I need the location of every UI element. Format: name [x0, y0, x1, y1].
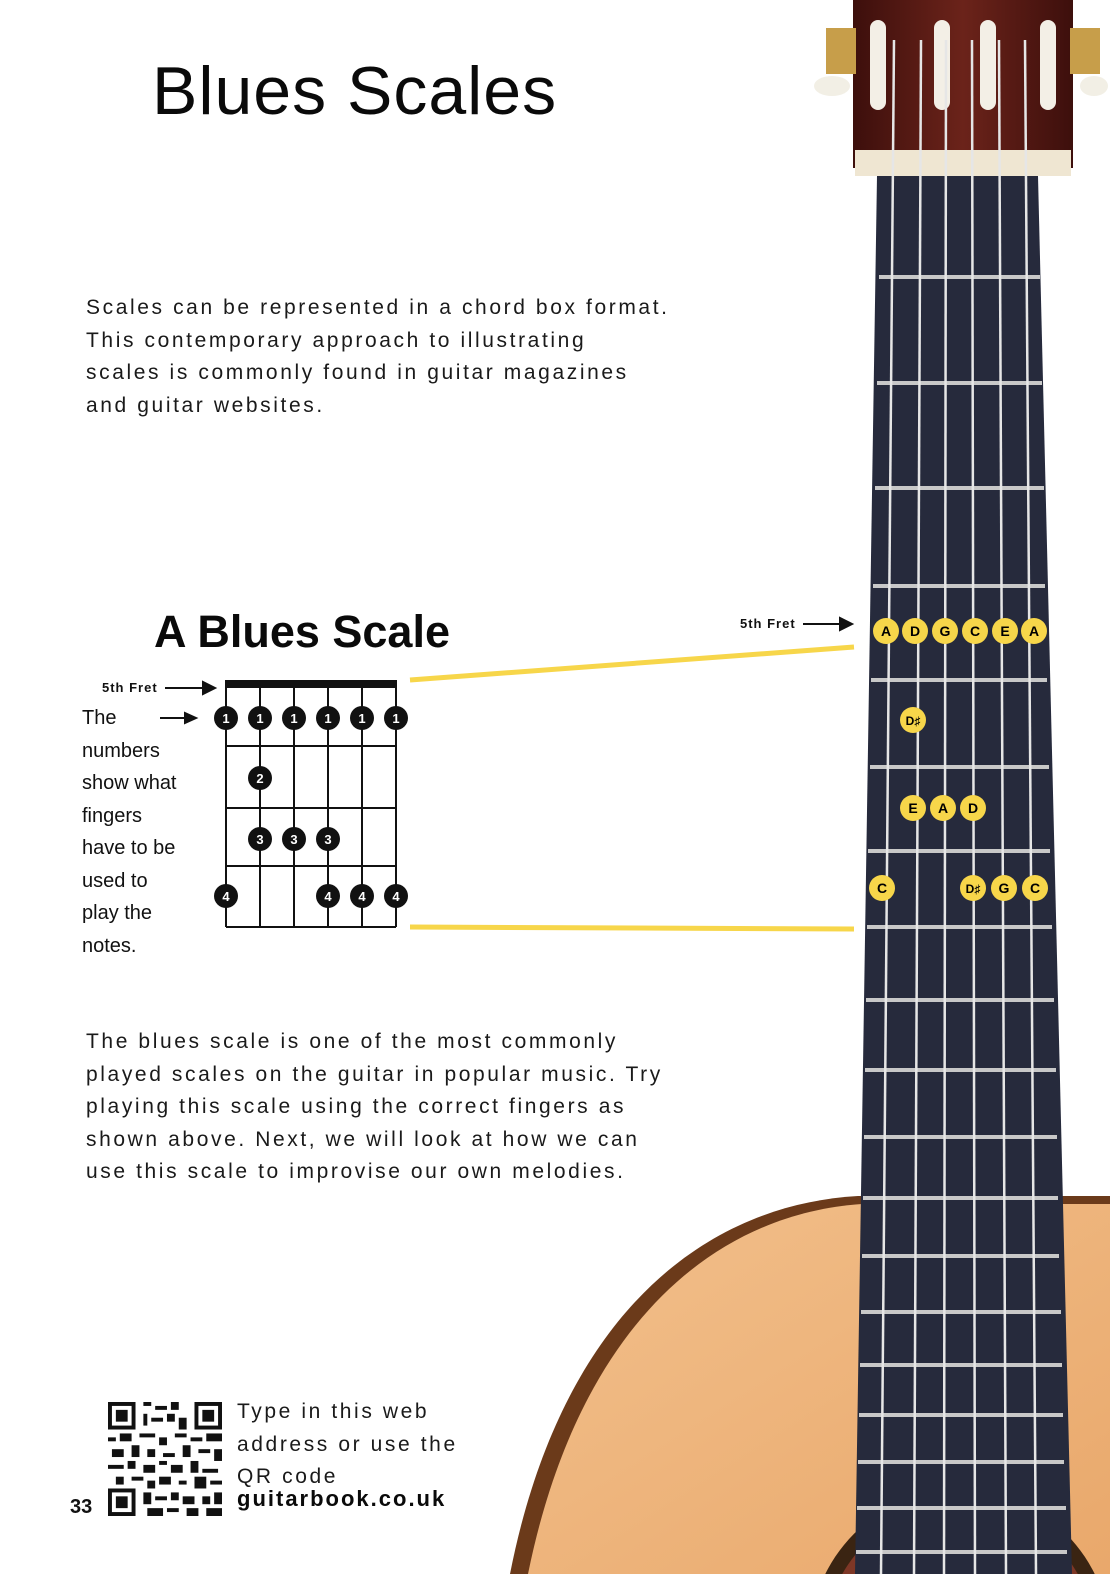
- intro-line: This contemporary approach to illustrating: [86, 328, 587, 352]
- note-label: D: [967, 800, 979, 816]
- page-number: 33: [70, 1496, 93, 1518]
- explanation-line: fingers: [82, 804, 143, 827]
- finger-number: 1: [392, 711, 400, 726]
- intro-line: scales is commonly found in guitar magazines: [86, 361, 629, 384]
- qr-instruction-line: address or use the: [237, 1432, 458, 1456]
- finger-number: 1: [290, 711, 298, 726]
- explanation-line: used to: [82, 869, 148, 892]
- guitar-fret-label: 5th Fret: [740, 616, 796, 631]
- note-label: C: [876, 880, 888, 896]
- explanation-line: have to be: [82, 837, 176, 859]
- note-label: D: [909, 623, 921, 639]
- intro-line: Scales can be represented in a chord box format.: [86, 296, 670, 319]
- note-label: A: [937, 800, 949, 816]
- note-label: D♯: [965, 882, 981, 896]
- explanation-line: notes.: [82, 934, 137, 957]
- body-line: use this scale to improvise our own melodies.: [86, 1160, 626, 1183]
- explanation-line: The: [82, 707, 117, 729]
- note-label: G: [998, 880, 1010, 896]
- finger-number: 1: [358, 711, 366, 726]
- qr-instruction-line: QR code: [237, 1465, 339, 1488]
- finger-number: 4: [222, 889, 230, 904]
- body-paragraph: [86, 1026, 726, 1189]
- explanation-line: play the: [82, 902, 153, 924]
- note-label: A: [880, 623, 892, 639]
- guitar-note-row3: [900, 795, 986, 821]
- finger-explanation: [82, 702, 202, 962]
- scale-heading: A Blues Scale: [154, 606, 450, 657]
- finger-number: 1: [256, 711, 264, 726]
- finger-number: 3: [324, 832, 332, 847]
- website-link[interactable]: guitarbook.co.uk: [237, 1486, 447, 1511]
- finger-number: 4: [358, 889, 366, 904]
- note-label: E: [908, 800, 918, 816]
- note-label: G: [939, 623, 951, 639]
- qr-instruction-line: Type in this web: [237, 1400, 430, 1423]
- note-label: D♯: [905, 714, 921, 728]
- finger-number: 1: [324, 711, 332, 726]
- note-label: A: [1028, 623, 1040, 639]
- chord-box-nut: [225, 680, 397, 688]
- intro-paragraph: [86, 292, 726, 422]
- finger-number: 4: [324, 889, 332, 904]
- finger-number: 1: [222, 711, 230, 726]
- note-label: C: [969, 623, 981, 639]
- body-line: The blues scale is one of the most commonly: [86, 1030, 618, 1053]
- qr-instructions: [237, 1396, 458, 1494]
- intro-line: and guitar websites.: [86, 393, 325, 417]
- guitar-note-row2: [900, 707, 926, 733]
- guitar-headstock: [814, 0, 1108, 176]
- explanation-line: show what: [82, 772, 177, 794]
- finger-number: 3: [290, 832, 298, 847]
- note-label: E: [1000, 623, 1010, 639]
- qr-code-icon[interactable]: [108, 1402, 222, 1516]
- explanation-line: numbers: [82, 739, 160, 762]
- body-line: playing this scale using the correct fingers as: [86, 1095, 627, 1118]
- chord-box-fret-label: 5th Fret: [102, 680, 158, 695]
- finger-number: 3: [256, 832, 264, 847]
- page-title: Blues Scales: [152, 53, 558, 129]
- connector-lines: [410, 647, 854, 929]
- finger-number: 4: [392, 889, 400, 904]
- finger-number: 2: [256, 771, 264, 786]
- guitar-fret-arrow: [803, 618, 852, 630]
- note-label: C: [1029, 880, 1041, 896]
- body-line: played scales on the guitar in popular music. Try: [86, 1062, 663, 1086]
- body-line: shown above. Next, we will look at how we can: [86, 1127, 640, 1151]
